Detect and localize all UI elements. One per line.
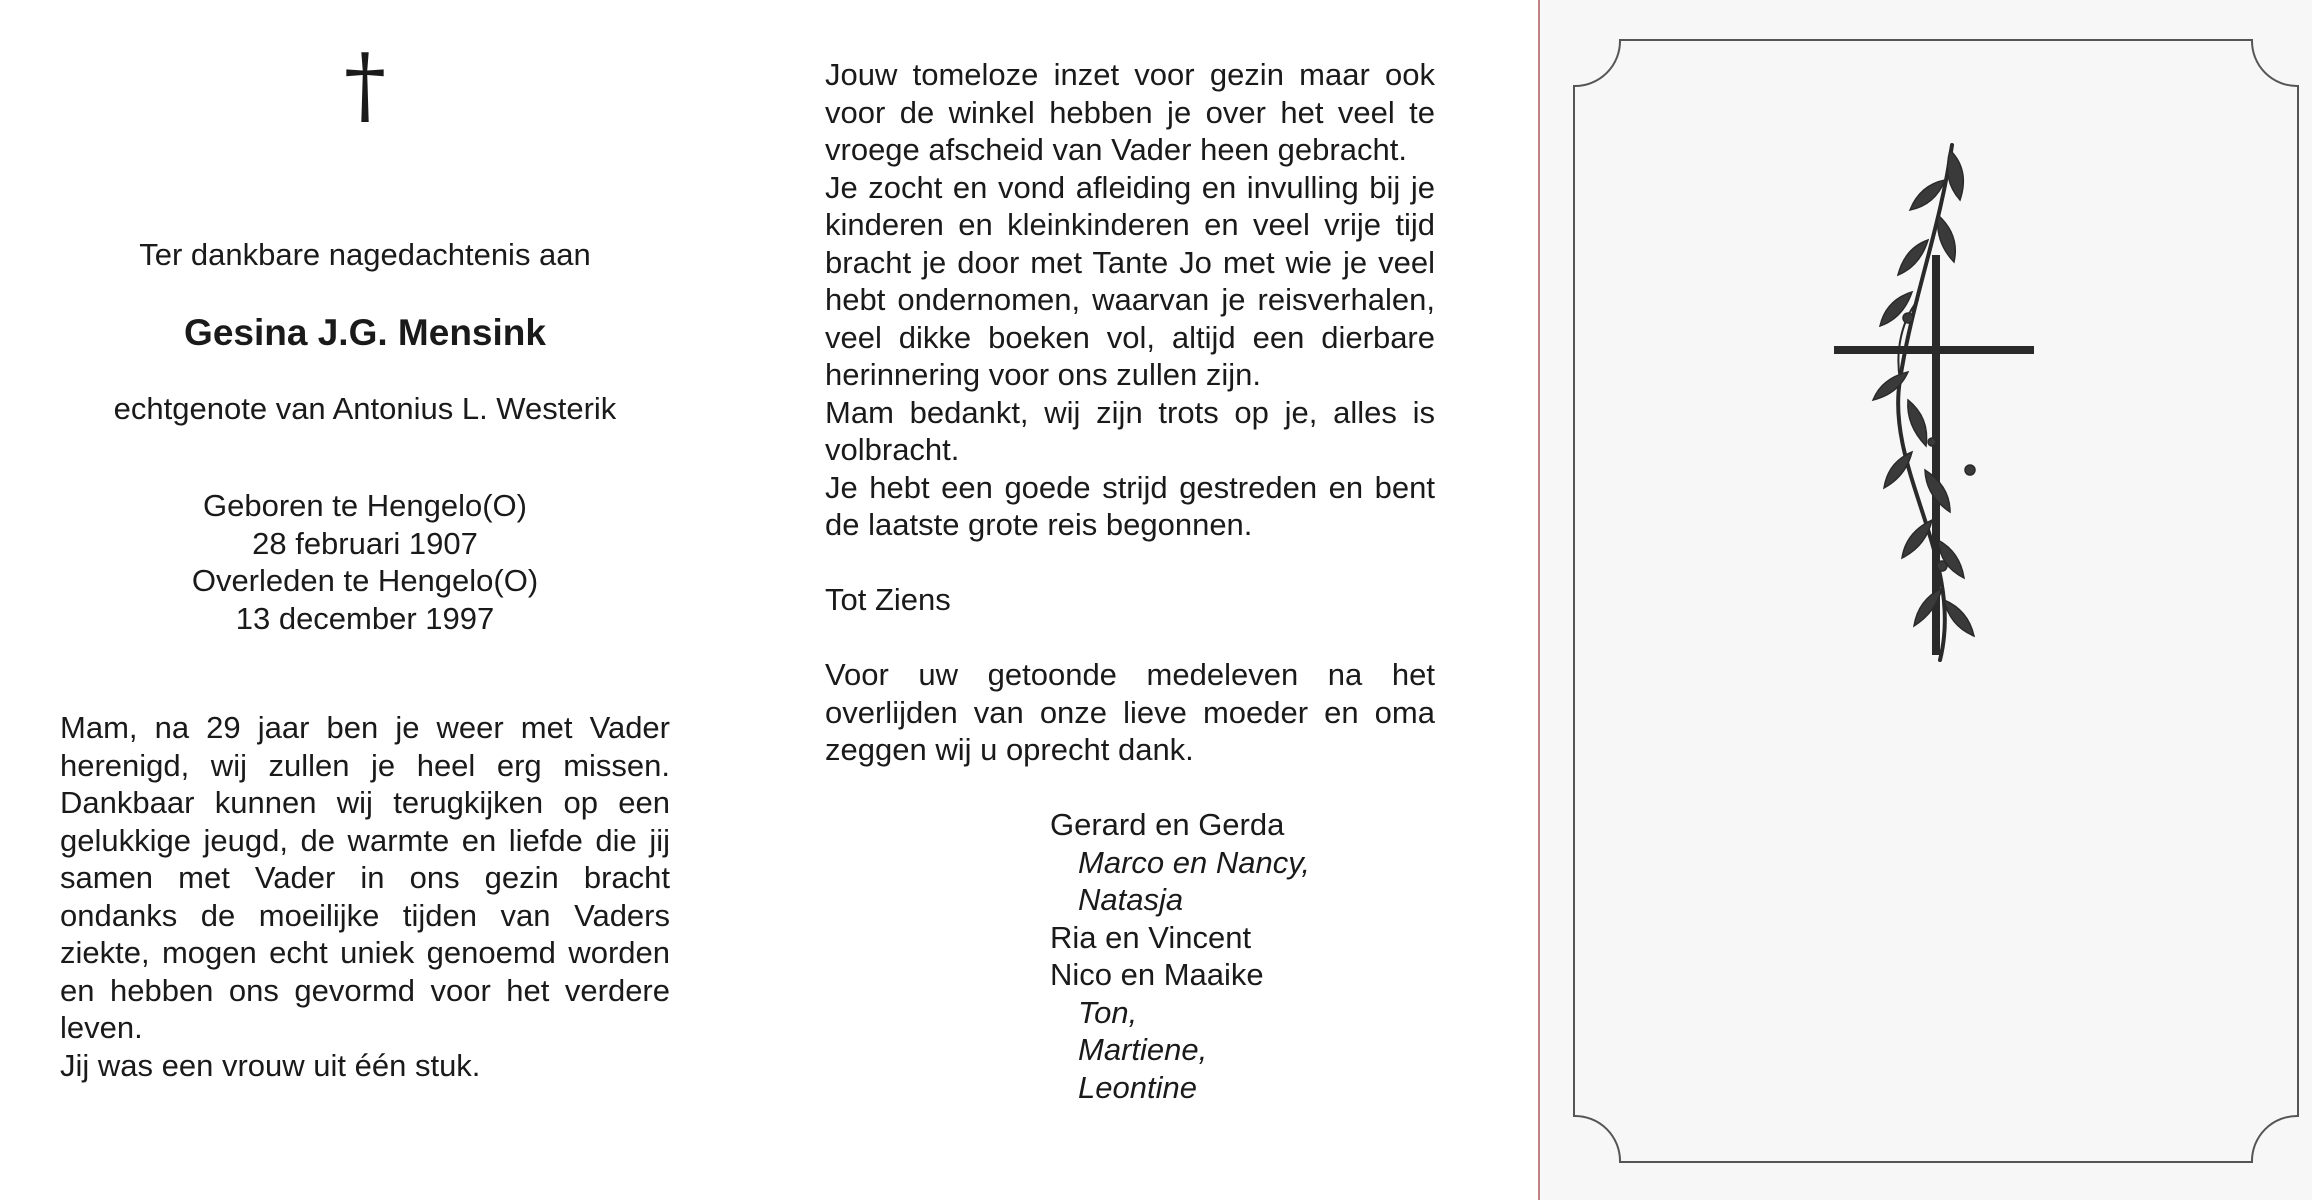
memorial-card-cover	[1540, 0, 2312, 1200]
middle-page-column	[825, 56, 1435, 1106]
signature-grandchild: Natasja	[1078, 882, 1184, 917]
memorial-message: Mam, na 29 jaar ben je weer met Vader herenigd, wij zullen je heel erg missen. Dankbaar kunnen wij terugkijken op een gelukkige jeugd, de warmte en liefde die jij samen met Vader in ons gezin bracht ondanks de moeilijke tijden van Vaders ziekte, mogen echt uniek genoemd worden en hebben ons gevormd voor het verdere leven.	[60, 710, 670, 1045]
birth-date: 28 februari 1907	[252, 525, 478, 561]
signature-family: Nico en Maaike	[1050, 957, 1264, 992]
paragraph-grandchildren: Je zocht en vond afleiding en invulling bij je kinderen en kleinkinderen en veel vrije tijd bracht je door met Tante Jo met wie je veel hebt ondernomen, waarvan je reisverhalen, veel dikke boeken vol, altijd een dierbare herinnering voor ons zullen zijn.	[825, 169, 1435, 392]
birth-place: Geboren te Hengelo(O)	[203, 488, 527, 523]
paragraph-thanks-mam: Mam bedankt, wij zijn trots op je, alles is volbracht.	[825, 394, 1435, 467]
paragraph-dedication: Jouw tomeloze inzet voor gezin maar ook voor de winkel hebben je over het veel te vroege afscheid van Vader heen gebracht.	[825, 57, 1435, 167]
farewell-text: Tot Ziens	[825, 582, 951, 617]
cross-icon: †	[344, 36, 386, 134]
paragraph-last-journey: Je hebt een goede strijd gestreden en bent de laatste grote reis begonnen.	[825, 469, 1435, 542]
deceased-name: Gesina J.G. Mensink	[184, 311, 546, 353]
signature-family: Ria en Vincent	[1050, 919, 1252, 955]
signature-family: Gerard en Gerda	[1050, 807, 1285, 842]
family-signatures	[825, 806, 1435, 1106]
signature-grandchild: Leontine	[1078, 1069, 1197, 1105]
signature-grandchild: Ton,	[1078, 994, 1138, 1030]
dedication-text: Ter dankbare nagedachtenis aan	[139, 237, 591, 272]
signature-grandchild: Martiene,	[1078, 1032, 1208, 1067]
death-place: Overleden te Hengelo(O)	[191, 563, 539, 598]
cross-with-olive-branch-icon	[1540, 0, 2312, 1200]
left-page-column	[60, 36, 670, 1084]
thanks-text: Voor uw getoonde medeleven na het overlijden van onze lieve moeder en oma zeggen wij u oprecht dank.	[825, 657, 1435, 767]
signature-grandchild: Marco en Nancy,	[1078, 844, 1311, 880]
death-date: 13 december 1997	[235, 600, 495, 636]
closing-line: Jij was een vrouw uit één stuk.	[60, 1047, 481, 1083]
spouse-line: echtgenote van Antonius L. Westerik	[113, 390, 617, 426]
